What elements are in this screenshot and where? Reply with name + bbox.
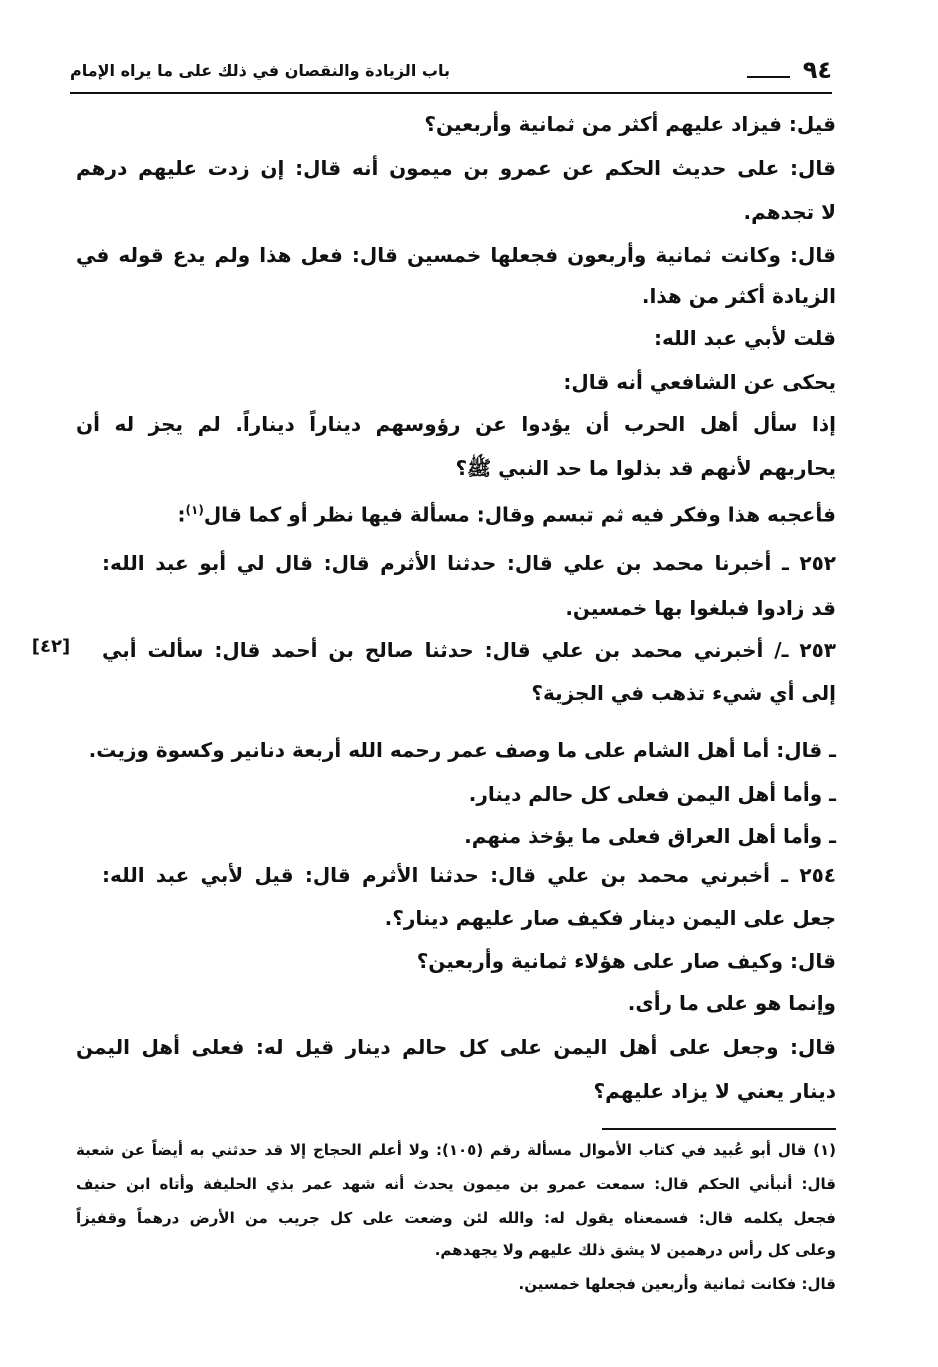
page-header bbox=[70, 52, 832, 94]
body-line: قال: على حديث الحكم عن عمرو بن ميمون أنه قال: إن زدت عليهم درهم bbox=[76, 156, 836, 180]
footnote-separator bbox=[602, 1128, 836, 1130]
page-number: ٩٤ bbox=[802, 56, 832, 84]
body-line: ٢٥٣ ـ/ أخبرني محمد بن علي قال: حدثنا صالح بن أحمد قال: سألت أبي bbox=[102, 638, 836, 662]
body-line: قال: وكانت ثمانية وأربعون فجعلها خمسين قال: فعل هذا ولم يدع قوله في bbox=[76, 243, 836, 267]
body-line: قلت لأبي عبد الله: bbox=[654, 326, 836, 350]
body-line: قال: وكيف صار على هؤلاء ثمانية وأربعين؟ bbox=[416, 949, 836, 973]
body-line: قال: وجعل على أهل اليمن على كل حالم دينار قيل له: فعلى أهل اليمن bbox=[76, 1035, 836, 1059]
body-line: دينار يعني لا يزاد عليهم؟ bbox=[593, 1079, 836, 1103]
body-line: ٢٥٢ ـ أخبرنا محمد بن علي قال: حدثنا الأثرم قال: قال لي أبو عبد الله: bbox=[102, 551, 836, 575]
body-line: يحكى عن الشافعي أنه قال: bbox=[563, 370, 836, 394]
body-line-tail: : bbox=[177, 502, 186, 527]
body-line bbox=[76, 494, 836, 531]
body-line: ٢٥٤ ـ أخبرني محمد بن علي قال: حدثنا الأثرم قال: قيل لأبي عبد الله: bbox=[102, 863, 836, 887]
body-line: ـ قال: أما أهل الشام على ما وصف عمر رحمه الله أربعة دنانير وكسوة وزيت. bbox=[88, 738, 836, 762]
running-title: باب الزيادة والنقصان في ذلك على ما يراه الإمام bbox=[70, 61, 450, 80]
footnote-line: (١) قال أبو عُبيد في كتاب الأموال مسألة رقم (١٠٥): ولا أعلم الحجاج إلا قد حدثني به أيضاً عن شعبة bbox=[76, 1141, 837, 1159]
footnote-line: وعلى كل رأس درهمين لا يشق ذلك عليهم ولا يجهدهم. bbox=[434, 1241, 836, 1259]
body-line: قد زادوا فبلغوا بها خمسين. bbox=[565, 596, 836, 620]
margin-page-note: [٤٢] bbox=[31, 636, 71, 657]
footnote-line: فجعل يكلمه قال: فسمعناه يقول له: والله لئن وضعت على كل جريب من الأرض درهماً وقفيزاً bbox=[76, 1209, 836, 1227]
header-rule bbox=[747, 76, 790, 78]
footnote-marker: (١) bbox=[185, 503, 204, 517]
footnote-line: قال: فكانت ثمانية وأربعين فجعلها خمسين. bbox=[518, 1275, 836, 1293]
body-line: جعل على اليمن دينار فكيف صار عليهم دينار؟. bbox=[384, 906, 836, 930]
body-line: ـ وأما أهل العراق فعلى ما يؤخذ منهم. bbox=[464, 824, 836, 848]
body-line: إذا سأل أهل الحرب أن يؤدوا عن رؤوسهم ديناراً ديناراً. لم يجز له أن bbox=[76, 412, 836, 436]
body-line: وإنما هو على ما رأى. bbox=[627, 991, 836, 1015]
body-line: الزيادة أكثر من هذا. bbox=[641, 284, 836, 308]
body-line: إلى أي شيء تذهب في الجزية؟ bbox=[531, 681, 836, 705]
footnote-line: قال: أنبأني الحكم قال: سمعت عمرو بن ميمون يحدث أنه شهد عمر بذي الحليفة وأتاه ابن حنيف bbox=[76, 1175, 836, 1193]
body-line: قيل: فيزاد عليهم أكثر من ثمانية وأربعين؟ bbox=[424, 112, 836, 136]
body-line: ـ وأما أهل اليمن فعلى كل حالم دينار. bbox=[468, 782, 836, 806]
body-line: لا تجدهم. bbox=[743, 200, 836, 224]
body-line-text: فأعجبه هذا وفكر فيه ثم تبسم وقال: مسألة فيها نظر أو كما قال bbox=[203, 502, 836, 527]
body-line: يحاربهم لأنهم قد بذلوا ما حد النبي ﷺ؟ bbox=[455, 456, 836, 480]
